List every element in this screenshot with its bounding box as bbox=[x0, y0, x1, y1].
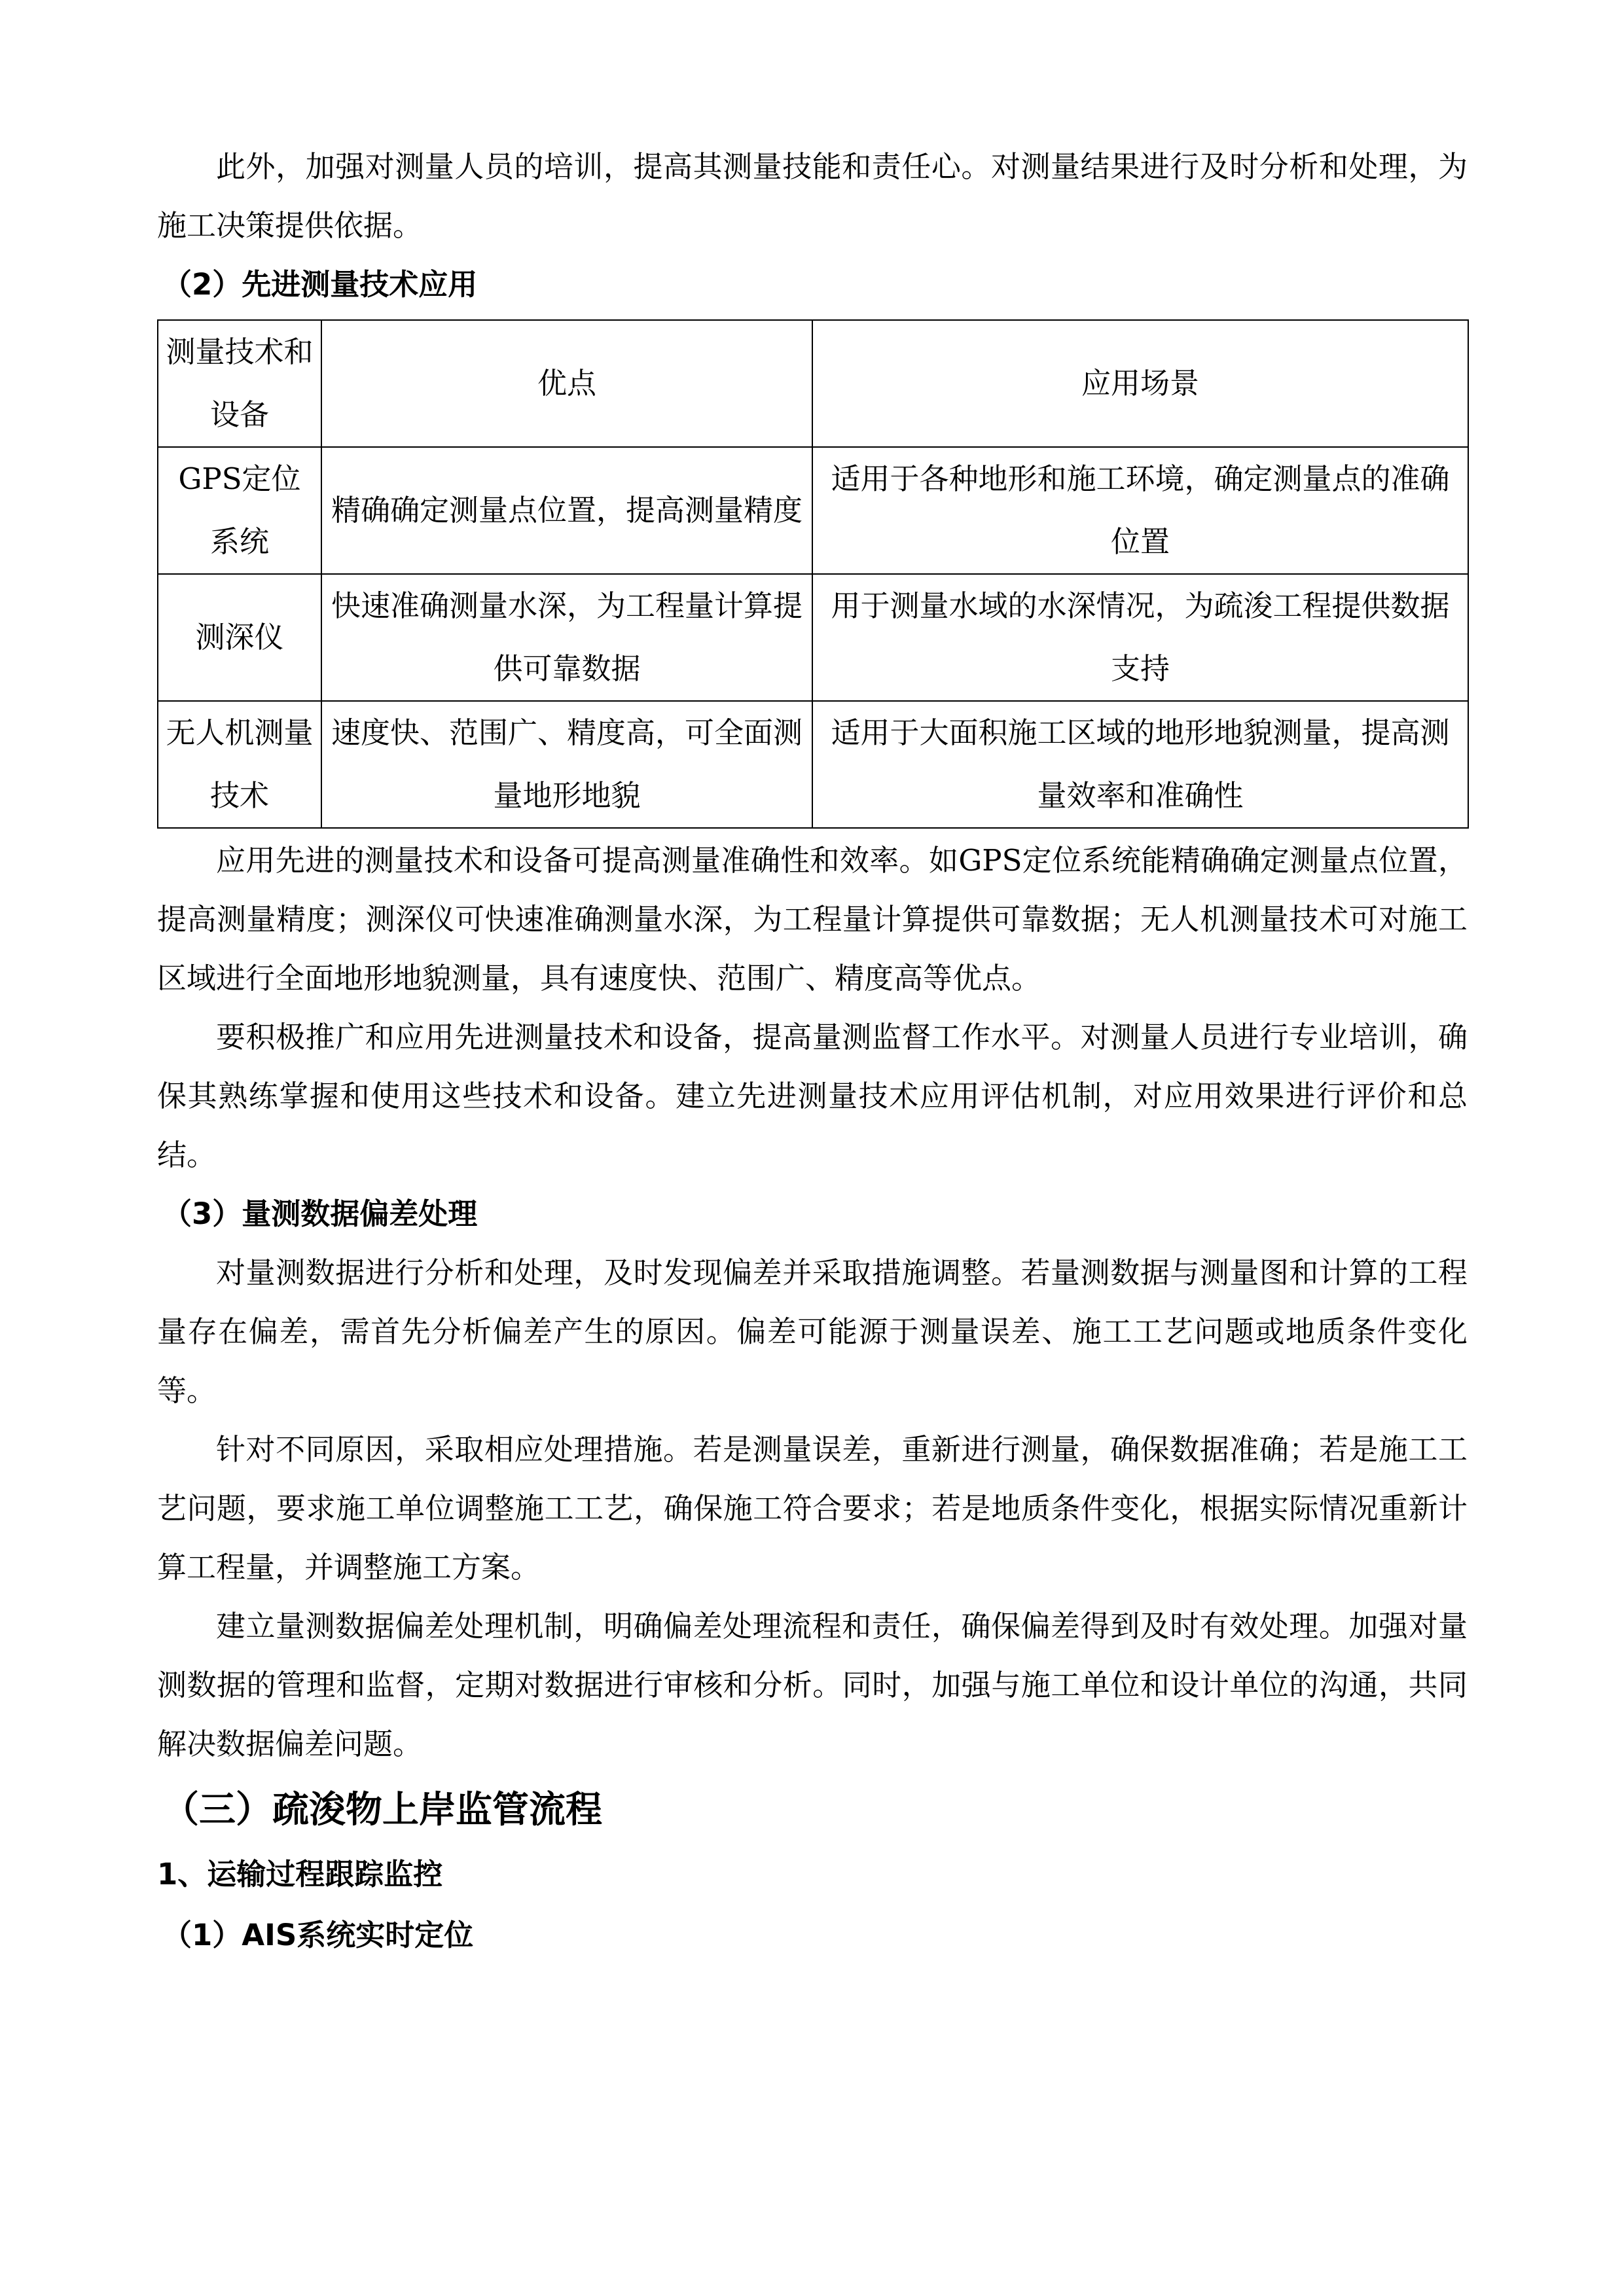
table-row bbox=[158, 574, 1468, 701]
table-header-row bbox=[158, 320, 1468, 447]
table-header-cell: 测量技术和设备 bbox=[158, 320, 321, 447]
table-cell: 测深仪 bbox=[158, 574, 321, 701]
heading-ais-positioning: （1）AIS系统实时定位 bbox=[162, 1918, 474, 1952]
table-header-cell: 应用场景 bbox=[812, 320, 1468, 447]
table-cell: 用于测量水域的水深情况，为疏浚工程提供数据支持 bbox=[812, 574, 1468, 701]
paragraph-deviation-measures: 针对不同原因，采取相应处理措施。若是测量误差，重新进行测量，确保数据准确；若是施工工艺问题，要求施工单位调整施工工艺，确保施工符合要求；若是地质条件变化，根据实际情况重新计算工程量，并调整施工方案。 bbox=[157, 1432, 1468, 1585]
table-cell: 快速准确测量水深，为工程量计算提供可靠数据 bbox=[321, 574, 812, 701]
paragraph-deviation-analysis: 对量测数据进行分析和处理，及时发现偏差并采取措施调整。若量测数据与测量图和计算的工程量存在偏差，需首先分析偏差产生的原因。偏差可能源于测量误差、施工工艺问题或地质条件变化等。 bbox=[157, 1255, 1468, 1408]
paragraph-training: 此外，加强对测量人员的培训，提高其测量技能和责任心。对测量结果进行及时分析和处理，为施工决策提供依据。 bbox=[157, 149, 1468, 243]
document-page bbox=[157, 137, 1468, 1965]
table-cell: 适用于各种地形和施工环境，确定测量点的准确位置 bbox=[812, 447, 1468, 574]
paragraph-tech-promotion: 要积极推广和应用先进测量技术和设备，提高量测监督工作水平。对测量人员进行专业培训，确保其熟练掌握和使用这些技术和设备。建立先进测量技术应用评估机制，对应用效果进行评价和总结。 bbox=[157, 1020, 1468, 1172]
table-cell: GPS定位系统 bbox=[158, 447, 321, 574]
table-header-cell: 优点 bbox=[321, 320, 812, 447]
paragraph-tech-benefits: 应用先进的测量技术和设备可提高测量准确性和效率。如GPS定位系统能精确确定测量点位置，提高测量精度；测深仪可快速准确测量水深，为工程量计算提供可靠数据；无人机测量技术可对施工区域进行全面地形地貌测量，具有速度快、范围广、精度高等优点。 bbox=[157, 843, 1468, 996]
table-row bbox=[158, 701, 1468, 828]
table-cell: 无人机测量技术 bbox=[158, 701, 321, 828]
table-row bbox=[158, 447, 1468, 574]
tech-table bbox=[157, 319, 1469, 829]
table-cell: 适用于大面积施工区域的地形地貌测量，提高测量效率和准确性 bbox=[812, 701, 1468, 828]
heading-transport-tracking: 1、运输过程跟踪监控 bbox=[157, 1857, 443, 1892]
section-heading-dredge-landing: （三）疏浚物上岸监管流程 bbox=[162, 1789, 602, 1831]
paragraph-deviation-mechanism: 建立量测数据偏差处理机制，明确偏差处理流程和责任，确保偏差得到及时有效处理。加强对量测数据的管理和监督，定期对数据进行审核和分析。同时，加强与施工单位和设计单位的沟通，共同解决数据偏差问题。 bbox=[157, 1609, 1468, 1761]
heading-advanced-tech: （2）先进测量技术应用 bbox=[162, 267, 478, 302]
table-cell: 速度快、范围广、精度高，可全面测量地形地貌 bbox=[321, 701, 812, 828]
table-cell: 精确确定测量点位置，提高测量精度 bbox=[321, 447, 812, 574]
heading-data-deviation: （3）量测数据偏差处理 bbox=[162, 1196, 478, 1231]
